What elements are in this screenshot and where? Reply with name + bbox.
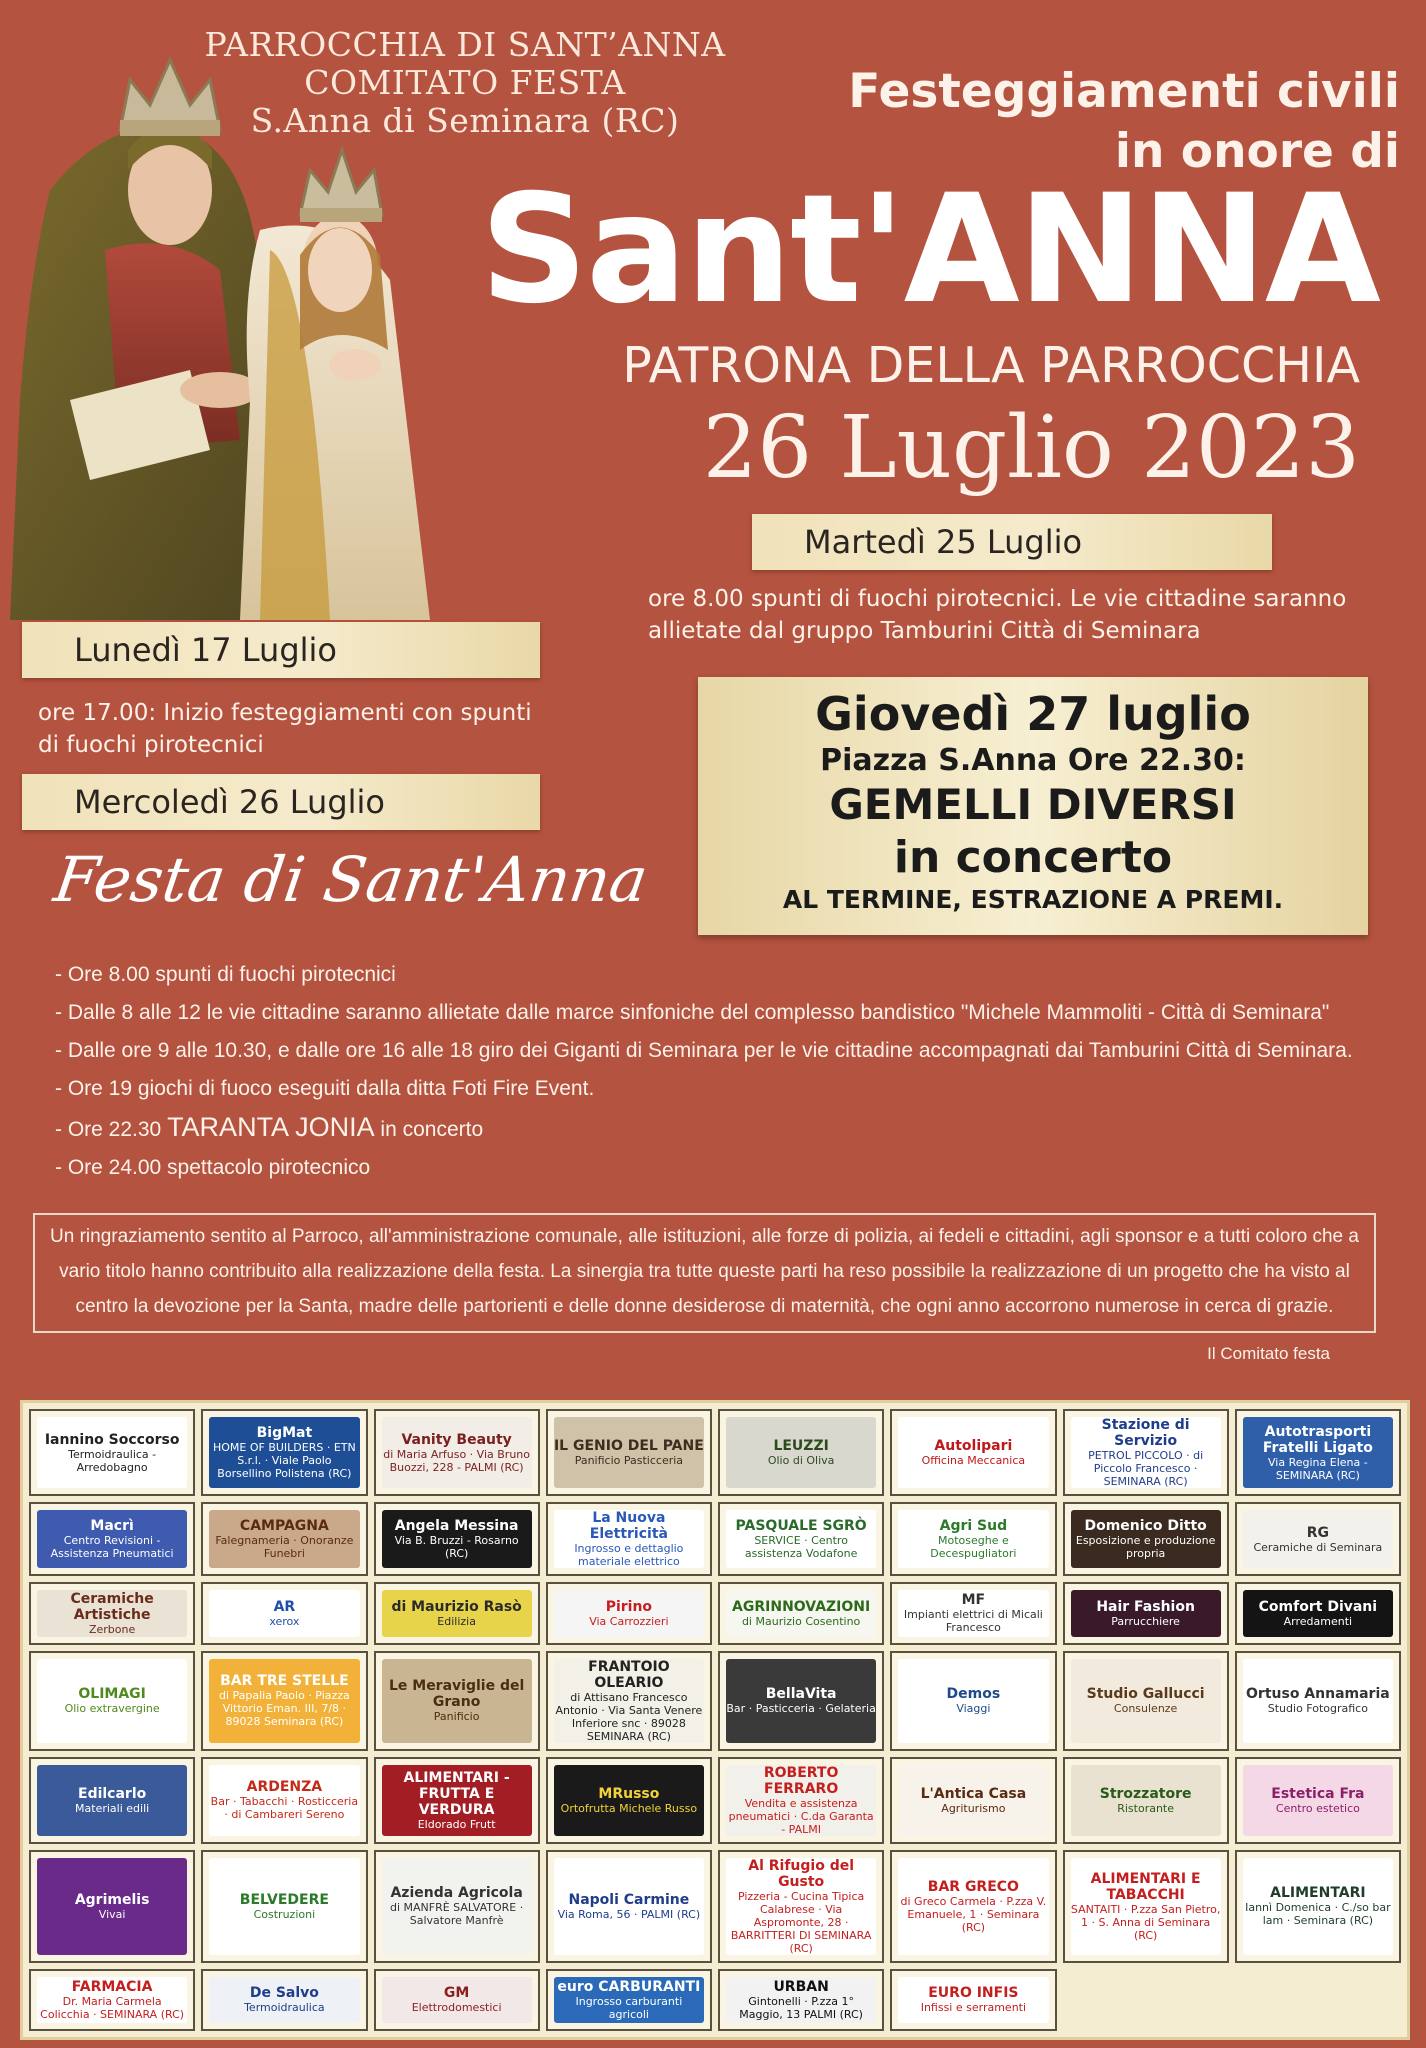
sponsor-logo	[890, 1409, 1056, 1496]
sponsor-card	[554, 1417, 704, 1488]
sponsor-details: Materiali edili	[75, 1801, 150, 1815]
sponsor-logo	[1063, 1409, 1229, 1496]
sponsor-logo	[1063, 1502, 1229, 1576]
sponsor-logo	[374, 1850, 540, 1963]
sponsor-card	[37, 1858, 187, 1955]
sponsor-details: Panificio	[433, 1710, 480, 1723]
sponsor-card	[37, 1417, 187, 1488]
sponsor-details: xerox	[269, 1614, 300, 1628]
sponsor-details: SANTAITI · P.zza San Pietro, 1 · S. Anna di Seminara (RC)	[1070, 1902, 1221, 1942]
sponsor-name: BigMat	[256, 1425, 313, 1441]
sponsor-details: Termoidraulica - Arredobagno	[68, 1447, 157, 1474]
committee-signature: Il Comitato festa	[1207, 1344, 1330, 1363]
sponsor-card	[209, 1858, 359, 1955]
sponsor-card	[1071, 1417, 1221, 1488]
sponsor-empty-slot	[1235, 1969, 1401, 2032]
sponsor-logo	[890, 1757, 1056, 1844]
sponsor-logo	[374, 1409, 540, 1496]
sponsor-logo	[718, 1409, 884, 1496]
festa-title-script: Festa di Sant'Anna	[49, 843, 653, 916]
sponsor-card	[554, 1590, 704, 1637]
sponsor-details: Bar · Tabacchi · Rosticceria · di Cambareri Sereno	[210, 1795, 359, 1821]
sponsor-logo	[1063, 1757, 1229, 1844]
sponsor-card	[1071, 1858, 1221, 1955]
sponsor-details: Dr. Maria Carmela Colicchia · SEMINARA (RC)	[40, 1994, 185, 2021]
sponsor-logo	[201, 1409, 367, 1496]
sponsor-logo	[718, 1502, 884, 1576]
sponsor-logo	[546, 1582, 712, 1645]
sponsor-logo	[546, 1651, 712, 1751]
sponsor-name: Stazione di Servizio	[1101, 1417, 1190, 1449]
sponsor-card	[726, 1659, 876, 1743]
sponsor-details: Ingrosso e dettaglio materiale elettrico	[574, 1542, 684, 1568]
sponsor-logo	[1063, 1651, 1229, 1751]
sponsor-details: Eldorado Frutt	[417, 1817, 496, 1831]
concert-after: AL TERMINE, ESTRAZIONE A PREMI.	[782, 885, 1284, 914]
sponsor-logo	[718, 1757, 884, 1844]
sponsor-logo	[1063, 1850, 1229, 1963]
sponsor-card	[382, 1510, 532, 1568]
sponsor-card	[382, 1417, 532, 1488]
sponsor-card	[1243, 1765, 1393, 1836]
sponsor-logo	[890, 1651, 1056, 1751]
sponsor-name: Estetica Fra	[1271, 1785, 1365, 1802]
taranta-name: TARANTA JONIA	[167, 1112, 375, 1142]
sponsor-details: Gintonelli · P.zza 1° Maggio, 13 PALMI (RC)	[739, 1994, 863, 2021]
sponsor-details: di MANFRÈ SALVATORE · Salvatore Manfrè	[389, 1901, 524, 1927]
sponsor-name: Strozzatore	[1099, 1785, 1192, 1802]
sponsor-card	[898, 1765, 1048, 1836]
sponsor-details: Viaggi	[956, 1702, 991, 1715]
sponsor-name: BELVEDERE	[239, 1891, 329, 1908]
sponsor-card	[37, 1510, 187, 1568]
sponsor-details: Via B. Bruzzi - Rosarno (RC)	[394, 1534, 519, 1560]
sponsor-name: RG	[1306, 1524, 1330, 1541]
sponsor-logo	[201, 1850, 367, 1963]
sponsor-logo	[1235, 1651, 1401, 1751]
sponsor-card	[209, 1977, 359, 2024]
patron-subtitle: PATRONA DELLA PARROCCHIA	[622, 337, 1360, 394]
sponsor-name: ALIMENTARI E TABACCHI	[1090, 1870, 1201, 1903]
sponsor-name: Ceramiche Artistiche	[70, 1590, 154, 1623]
program-item: - Dalle ore 9 alle 10.30, e dalle ore 16 alle 18 giro dei Giganti di Seminara per le vie cittadine accompagnati dai Tamburini Città di Seminara.	[55, 1039, 1353, 1062]
sponsor-card	[209, 1659, 359, 1743]
sponsor-name: Al Rifugio del Gusto	[748, 1857, 855, 1890]
sponsor-name: GM	[443, 1985, 470, 2002]
program-item: - Ore 8.00 spunti di fuochi pirotecnici	[55, 963, 396, 986]
sponsor-name: L'Antica Casa	[920, 1785, 1027, 1802]
sponsor-details: Centro Revisioni - Assistenza Pneumatici	[50, 1534, 174, 1560]
concert-band: GEMELLI DIVERSI	[829, 780, 1237, 829]
sponsor-card	[726, 1417, 876, 1488]
sponsor-card	[1243, 1858, 1393, 1955]
sponsor-card	[209, 1510, 359, 1568]
sponsor-logo	[718, 1651, 884, 1751]
sponsor-logo	[718, 1850, 884, 1963]
sponsor-details: Ristorante	[1117, 1801, 1175, 1815]
sponsor-logo	[890, 1582, 1056, 1645]
banner-mercoledi: Mercoledì 26 Luglio	[22, 774, 540, 830]
sponsor-card	[209, 1417, 359, 1488]
sponsor-details: Via Carrozzieri	[589, 1614, 669, 1628]
sponsor-logo	[890, 1502, 1056, 1576]
sponsor-details: di Attisano Francesco Antonio · Via Santa Venere Inferiore snc · 89028 SEMINARA (RC)	[555, 1690, 703, 1743]
sponsor-logo	[201, 1757, 367, 1844]
sponsor-name: Iannino Soccorso	[44, 1431, 180, 1448]
sponsor-logo	[1235, 1850, 1401, 1963]
sponsor-name: ARDENZA	[246, 1779, 323, 1795]
sponsor-details: SERVICE · Centro assistenza Vodafone	[744, 1534, 858, 1560]
sponsor-details: di Maria Arfuso · Via Bruno Buozzi, 228 - PALMI (RC)	[383, 1447, 530, 1474]
sponsor-name: IL GENIO DEL PANE	[553, 1438, 704, 1454]
sponsor-name: AGRINNOVAZIONI	[732, 1598, 871, 1615]
sponsor-card	[1071, 1765, 1221, 1836]
sponsor-details: Iannì Domenica · C./so bar lam · Seminara (RC)	[1245, 1901, 1391, 1927]
sponsor-card	[1243, 1590, 1393, 1637]
sponsor-name: FRANTOIO OLEARIO	[588, 1658, 670, 1691]
sponsor-details: Centro estetico	[1275, 1801, 1360, 1815]
sponsor-card	[37, 1765, 187, 1836]
concert-label: in concerto	[893, 832, 1173, 883]
sponsor-card	[209, 1590, 359, 1637]
sponsor-logo	[1235, 1757, 1401, 1844]
sponsor-details: HOME OF BUILDERS · ETN S.r.l. · Viale Paolo Borsellino Polistena (RC)	[212, 1441, 356, 1480]
sponsor-card	[898, 1858, 1048, 1955]
sponsor-name: AR	[273, 1598, 296, 1615]
sponsor-details: Motoseghe e Decespugliatori	[930, 1534, 1017, 1560]
sponsor-logo	[1063, 1582, 1229, 1645]
sponsor-logo	[546, 1409, 712, 1496]
sponsor-name: BAR GRECO	[927, 1878, 1019, 1895]
sponsor-card	[37, 1590, 187, 1637]
sponsor-details: Infissi e serramenti	[920, 2001, 1027, 2015]
sponsor-card	[1071, 1590, 1221, 1637]
sponsor-details: Termoidraulica	[244, 2001, 325, 2015]
sponsor-name: MRusso	[598, 1785, 660, 1802]
sponsor-name: Le Meraviglie del Grano	[388, 1678, 525, 1710]
sponsors-grid	[20, 1400, 1410, 2040]
sponsor-details: Elettrodomestici	[411, 2001, 502, 2015]
sponsor-name: Azienda Agricola	[390, 1885, 523, 1901]
sponsor-logo	[29, 1582, 195, 1645]
sponsor-name: Vanity Beauty	[401, 1431, 512, 1448]
sponsor-details: Ortofrutta Michele Russo	[560, 1801, 698, 1815]
sponsor-details: Zerbone	[88, 1622, 136, 1636]
concert-place: Piazza S.Anna Ore 22.30:	[820, 743, 1246, 778]
festivities-line-1: Festeggiamenti civili	[848, 64, 1400, 119]
sponsor-name: Comfort Divani	[1258, 1598, 1378, 1615]
lunedi-text: ore 17.00: Inizio festeggiamenti con spunti di fuochi pirotecnici	[38, 700, 532, 758]
sponsor-card	[726, 1510, 876, 1568]
sponsor-name: MF	[961, 1592, 986, 1609]
sponsor-name: ALIMENTARI	[1270, 1885, 1366, 1901]
sponsor-details: Studio Fotografico	[1267, 1702, 1368, 1715]
sponsor-name: EURO INFIS	[928, 1985, 1019, 2002]
sponsor-card	[554, 1858, 704, 1955]
sponsor-card	[726, 1765, 876, 1836]
sponsor-logo	[201, 1582, 367, 1645]
parish-line-3: S.Anna di Seminara (RC)	[250, 101, 680, 140]
sponsor-details: Via Roma, 56 · PALMI (RC)	[557, 1907, 701, 1921]
sponsor-name: La Nuova Elettricità	[589, 1510, 668, 1542]
sponsor-logo	[718, 1969, 884, 2032]
parish-line-2: COMITATO FESTA	[304, 63, 626, 102]
sponsor-card	[554, 1977, 704, 2024]
sponsor-details: di Greco Carmela · P.zza V. Emanuele, 1 · Seminara (RC)	[900, 1894, 1047, 1934]
sponsor-card	[554, 1510, 704, 1568]
sponsor-card	[898, 1590, 1048, 1637]
concert-day: Giovedì 27 luglio	[815, 687, 1251, 741]
sponsor-logo	[890, 1969, 1056, 2032]
sponsor-details: Ceramiche di Seminara	[1253, 1540, 1383, 1554]
sponsor-name: FARMACIA	[71, 1978, 153, 1995]
sponsor-card	[726, 1590, 876, 1637]
sponsor-logo	[374, 1969, 540, 2032]
sponsor-details: di Maurizio Cosentino	[741, 1614, 861, 1628]
sponsor-name: CAMPAGNA	[239, 1518, 329, 1534]
sponsor-name: Ortuso Annamaria	[1246, 1686, 1390, 1702]
sponsor-logo	[374, 1582, 540, 1645]
sponsor-card	[898, 1977, 1048, 2024]
sponsor-card	[898, 1659, 1048, 1743]
banner-martedi: Martedì 25 Luglio	[752, 514, 1272, 570]
sponsor-name: Autolipari	[934, 1438, 1013, 1454]
sponsor-logo	[29, 1757, 195, 1844]
sponsor-empty-slot	[1063, 1969, 1229, 2032]
sponsor-name: Studio Gallucci	[1086, 1686, 1205, 1702]
program-item-taranta	[55, 1108, 1425, 1149]
sponsor-details: Olio extravergine	[64, 1702, 160, 1715]
sponsor-logo	[29, 1850, 195, 1963]
event-date: 26 Luglio 2023	[702, 398, 1360, 498]
sponsor-details: Arredamenti	[1283, 1614, 1353, 1628]
sponsor-details: PETROL PICCOLO · di Piccolo Francesco · SEMINARA (RC)	[1088, 1449, 1204, 1488]
parish-line-1: PARROCCHIA DI SANT’ANNA	[204, 25, 726, 64]
saint-name-title: Sant'ANNA	[480, 163, 1379, 337]
sponsor-logo	[718, 1582, 884, 1645]
sponsor-name: PASQUALE SGRÒ	[735, 1518, 867, 1534]
sponsor-card	[554, 1765, 704, 1836]
sponsor-details: Panificio Pasticceria	[574, 1454, 684, 1467]
sponsor-card	[1071, 1510, 1221, 1568]
sponsor-card	[1071, 1659, 1221, 1743]
sponsor-card	[1243, 1417, 1393, 1488]
sponsor-name: Demos	[946, 1686, 1001, 1702]
sponsor-card	[898, 1417, 1048, 1488]
sponsor-name: URBAN	[773, 1978, 829, 1995]
sponsor-logo	[201, 1502, 367, 1576]
sponsor-name: di Maurizio Rasò	[391, 1598, 522, 1615]
sponsor-card	[1243, 1659, 1393, 1743]
concert-box	[698, 677, 1368, 935]
sponsor-name: euro CARBURANTI	[557, 1978, 701, 1995]
parish-header	[195, 26, 735, 140]
sponsor-logo	[1235, 1582, 1401, 1645]
sponsor-details: Officina Meccanica	[921, 1454, 1026, 1467]
sponsor-logo	[546, 1850, 712, 1963]
sponsor-name: Agrimelis	[74, 1891, 150, 1908]
sponsor-name: Hair Fashion	[1096, 1598, 1195, 1615]
sponsor-logo	[29, 1502, 195, 1576]
sponsor-details: Pizzeria - Cucina Tipica Calabrese · Via Aspromonte, 28 · BARRITTERI DI SEMINARA (RC)	[730, 1889, 872, 1955]
sponsor-details: Via Regina Elena - SEMINARA (RC)	[1268, 1455, 1368, 1482]
sponsor-card	[382, 1765, 532, 1836]
sponsor-logo	[201, 1651, 367, 1751]
sponsor-details: di Papalia Paolo · Piazza Vittorio Eman. III, 7/8 · 89028 Seminara (RC)	[218, 1689, 350, 1728]
martedi-text: ore 8.00 spunti di fuochi pirotecnici. Le vie cittadine saranno allietate dal gruppo Tamburini Città di Seminara	[648, 586, 1347, 644]
taranta-prefix: - Ore 22.30	[55, 1118, 168, 1141]
sponsor-name: Edilcarlo	[78, 1785, 147, 1802]
taranta-suffix: in concerto	[374, 1118, 484, 1141]
sponsor-name: Agri Sud	[939, 1518, 1008, 1534]
banner-lunedi: Lunedì 17 Luglio	[22, 622, 540, 678]
sponsor-name: Napoli Carmine	[568, 1891, 690, 1908]
program-item: - Ore 24.00 spettacolo pirotecnico	[55, 1156, 371, 1179]
sponsor-card	[726, 1977, 876, 2024]
sponsor-card	[382, 1590, 532, 1637]
program-item: - Dalle 8 alle 12 le vie cittadine saranno allietate dalle marce sinfoniche del complesso bandistico "Michele Mammoliti - Città di Seminara"	[55, 1001, 1330, 1024]
sponsor-logo	[1235, 1409, 1401, 1496]
sponsor-card	[37, 1977, 187, 2024]
sponsor-name: BAR TRE STELLE	[220, 1673, 349, 1689]
sponsor-card	[382, 1977, 532, 2024]
sponsor-logo	[546, 1757, 712, 1844]
sponsor-details: Edilizia	[437, 1614, 476, 1628]
thanks-box: Un ringraziamento sentito al Parroco, all'amministrazione comunale, alle istituzioni, alle forze di polizia, ai fedeli e cittadini, agli sponsor e a tutti coloro che a vario titolo hanno contribuito alla realizzazione della festa. La sinergia tra tutte queste parti ha reso possibile la realizzazione di un progetto che ha visto al centro la devozione per la Santa, madre delle partorienti e delle donne desiderose di maternità, che ogni anno accorrono numerose in cerca di grazie.	[33, 1213, 1376, 1333]
sponsor-logo	[29, 1969, 195, 2032]
sponsor-card	[382, 1858, 532, 1955]
sponsor-name: LEUZZI	[773, 1438, 829, 1454]
festivities-line-2: in onore di	[1114, 124, 1400, 179]
sponsor-name: OLIMAGI	[78, 1686, 146, 1702]
sponsor-card	[898, 1510, 1048, 1568]
sponsor-card	[382, 1659, 532, 1743]
sponsor-details: Olio di Oliva	[767, 1454, 835, 1467]
sponsor-card	[554, 1659, 704, 1743]
sponsor-details: Ingrosso carburanti agricoli	[575, 1994, 683, 2021]
sponsor-logo	[374, 1651, 540, 1751]
sponsor-details: Parrucchiere	[1111, 1614, 1180, 1628]
sponsor-name: Pirino	[605, 1598, 653, 1615]
sponsor-details: Esposizione e produzione propria	[1075, 1534, 1216, 1560]
sponsor-details: Costruzioni	[253, 1907, 316, 1921]
sponsor-logo	[546, 1969, 712, 2032]
sponsor-card	[1243, 1510, 1393, 1568]
sponsor-logo	[374, 1502, 540, 1576]
sponsor-card	[209, 1765, 359, 1836]
sponsor-logo	[546, 1502, 712, 1576]
sponsor-name: Angela Messina	[394, 1518, 519, 1534]
sponsor-name: ALIMENTARI - FRUTTA E VERDURA	[403, 1769, 510, 1818]
sponsor-details: Falegnameria · Onoranze Funebri	[215, 1534, 354, 1560]
sponsor-name: ROBERTO FERRARO	[763, 1764, 839, 1797]
program-list	[55, 956, 1425, 1187]
sponsor-name: BellaVita	[765, 1686, 837, 1702]
sponsor-name: De Salvo	[249, 1985, 319, 2002]
sponsor-name: Macrì	[90, 1518, 134, 1534]
sponsor-logo	[29, 1409, 195, 1496]
sponsor-details: Vivai	[98, 1907, 126, 1921]
sponsor-logo	[29, 1651, 195, 1751]
sponsor-logo	[890, 1850, 1056, 1963]
sponsor-logo	[1235, 1502, 1401, 1576]
sponsor-details: Vendita e assistenza pneumatici · C.da Garanta - PALMI	[728, 1796, 874, 1836]
sponsor-card	[726, 1858, 876, 1955]
sponsor-card	[37, 1659, 187, 1743]
sponsor-logo	[374, 1757, 540, 1844]
sponsor-details: Agriturismo	[941, 1801, 1006, 1815]
sponsor-name: Autotrasporti Fratelli Ligato	[1262, 1423, 1373, 1456]
sponsor-details: Impianti elettrici di Micali Francesco	[903, 1608, 1043, 1635]
sponsor-name: Domenico Ditto	[1084, 1518, 1207, 1534]
program-item: - Ore 19 giochi di fuoco eseguiti dalla ditta Foti Fire Event.	[55, 1077, 595, 1100]
sponsor-logo	[201, 1969, 367, 2032]
sponsor-details: Consulenze	[1113, 1702, 1178, 1715]
sponsor-details: Bar · Pasticceria · Gelateria	[726, 1702, 876, 1715]
